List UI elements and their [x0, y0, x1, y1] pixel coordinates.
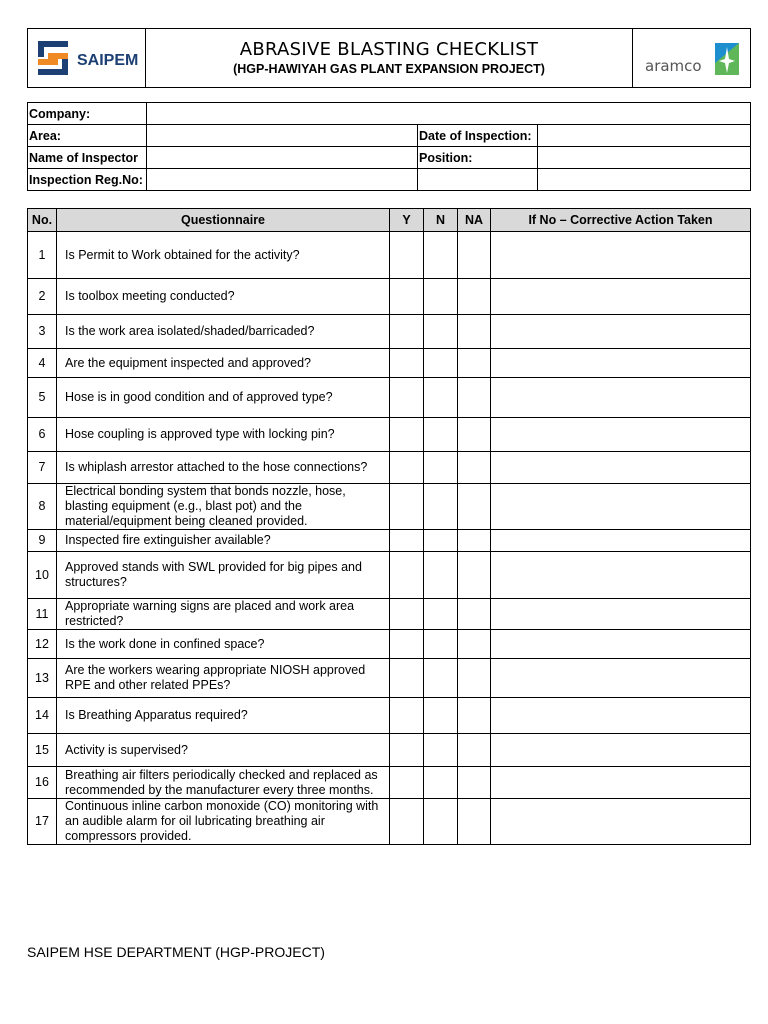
no-cell[interactable]: [424, 530, 458, 552]
item-number: 17: [28, 799, 57, 845]
no-cell[interactable]: [424, 232, 458, 279]
aramco-logo-cell: [633, 29, 751, 88]
question-text: Are the equipment inspected and approved?: [57, 349, 390, 378]
no-cell[interactable]: [424, 698, 458, 734]
inspector-name-label: Name of Inspector: [28, 147, 147, 169]
no-cell[interactable]: [424, 659, 458, 698]
col-header-na: NA: [458, 209, 491, 232]
yes-cell[interactable]: [390, 530, 424, 552]
question-text: Hose coupling is approved type with locking pin?: [57, 418, 390, 452]
col-header-corrective-action: If No – Corrective Action Taken: [491, 209, 751, 232]
no-cell[interactable]: [424, 799, 458, 845]
corrective-action-cell[interactable]: [491, 530, 751, 552]
inspection-reg-label: Inspection Reg.No:: [28, 169, 147, 191]
corrective-action-cell[interactable]: [491, 799, 751, 845]
yes-cell[interactable]: [390, 799, 424, 845]
item-number: 11: [28, 599, 57, 630]
na-cell[interactable]: [458, 698, 491, 734]
item-number: 14: [28, 698, 57, 734]
no-cell[interactable]: [424, 418, 458, 452]
inspection-info-table: [27, 102, 751, 191]
col-header-no: No.: [28, 209, 57, 232]
question-text: Are the workers wearing appropriate NIOSH approved RPE and other related PPEs?: [57, 659, 390, 698]
na-cell[interactable]: [458, 530, 491, 552]
yes-cell[interactable]: [390, 734, 424, 767]
yes-cell[interactable]: [390, 698, 424, 734]
na-cell[interactable]: [458, 279, 491, 315]
col-header-yes: Y: [390, 209, 424, 232]
item-number: 2: [28, 279, 57, 315]
area-label: Area:: [28, 125, 147, 147]
corrective-action-cell[interactable]: [491, 232, 751, 279]
na-cell[interactable]: [458, 315, 491, 349]
yes-cell[interactable]: [390, 315, 424, 349]
yes-cell[interactable]: [390, 279, 424, 315]
checklist-row: [28, 767, 751, 799]
yes-cell[interactable]: [390, 349, 424, 378]
corrective-action-cell[interactable]: [491, 659, 751, 698]
item-number: 15: [28, 734, 57, 767]
na-cell[interactable]: [458, 799, 491, 845]
checklist-row: [28, 484, 751, 530]
yes-cell[interactable]: [390, 552, 424, 599]
company-field[interactable]: [147, 103, 751, 125]
na-cell[interactable]: [458, 734, 491, 767]
checklist-row: [28, 530, 751, 552]
aramco-logo: [645, 41, 745, 81]
checklist-header-row: [28, 209, 751, 232]
checklist-row: [28, 378, 751, 418]
question-text: Is the work done in confined space?: [57, 630, 390, 659]
document-subtitle: (HGP-HAWIYAH GAS PLANT EXPANSION PROJECT): [233, 62, 545, 76]
info-row-area: [28, 125, 751, 147]
item-number: 1: [28, 232, 57, 279]
no-cell[interactable]: [424, 599, 458, 630]
company-label: Company:: [28, 103, 147, 125]
corrective-action-cell[interactable]: [491, 552, 751, 599]
item-number: 8: [28, 484, 57, 530]
question-text: Is the work area isolated/shaded/barricaded?: [57, 315, 390, 349]
item-number: 6: [28, 418, 57, 452]
question-text: Is toolbox meeting conducted?: [57, 279, 390, 315]
yes-cell[interactable]: [390, 452, 424, 484]
item-number: 13: [28, 659, 57, 698]
checklist-row: [28, 734, 751, 767]
yes-cell[interactable]: [390, 767, 424, 799]
corrective-action-cell[interactable]: [491, 734, 751, 767]
question-text: Hose is in good condition and of approved type?: [57, 378, 390, 418]
position-label: Position:: [418, 147, 538, 169]
question-text: Is whiplash arrestor attached to the hose connections?: [57, 452, 390, 484]
corrective-action-cell[interactable]: [491, 349, 751, 378]
no-cell[interactable]: [424, 279, 458, 315]
footer-department: SAIPEM HSE DEPARTMENT (HGP-PROJECT): [27, 944, 325, 960]
aramco-logo-text: aramco: [645, 57, 702, 75]
col-header-questionnaire: Questionnaire: [57, 209, 390, 232]
no-cell[interactable]: [424, 452, 458, 484]
na-cell[interactable]: [458, 452, 491, 484]
na-cell[interactable]: [458, 767, 491, 799]
checklist-body: [28, 232, 751, 845]
no-cell[interactable]: [424, 734, 458, 767]
yes-cell[interactable]: [390, 599, 424, 630]
question-text: Approved stands with SWL provided for big pipes and structures?: [57, 552, 390, 599]
question-text: Breathing air filters periodically checked and replaced as recommended by the manufacturer every three months.: [57, 767, 390, 799]
corrective-action-cell[interactable]: [491, 378, 751, 418]
corrective-action-cell[interactable]: [491, 484, 751, 530]
title-cell: [146, 29, 633, 88]
corrective-action-cell[interactable]: [491, 767, 751, 799]
position-field[interactable]: [538, 147, 751, 169]
info-blank-cell: [418, 169, 538, 191]
checklist-row: [28, 452, 751, 484]
corrective-action-cell[interactable]: [491, 599, 751, 630]
question-text: Continuous inline carbon monoxide (CO) monitoring with an audible alarm for oil lubricating breathing air compressors provided.: [57, 799, 390, 845]
saipem-logo: [38, 39, 150, 79]
no-cell[interactable]: [424, 630, 458, 659]
na-cell[interactable]: [458, 484, 491, 530]
col-header-no-answer: N: [424, 209, 458, 232]
item-number: 5: [28, 378, 57, 418]
no-cell[interactable]: [424, 378, 458, 418]
info-blank-cell: [538, 169, 751, 191]
checklist-row: [28, 599, 751, 630]
item-number: 7: [28, 452, 57, 484]
inspector-name-field[interactable]: [147, 147, 418, 169]
checklist-row: [28, 630, 751, 659]
info-row-inspector: [28, 147, 751, 169]
corrective-action-cell[interactable]: [491, 698, 751, 734]
inspection-reg-field[interactable]: [147, 169, 418, 191]
no-cell[interactable]: [424, 552, 458, 599]
na-cell[interactable]: [458, 232, 491, 279]
corrective-action-cell[interactable]: [491, 630, 751, 659]
corrective-action-cell[interactable]: [491, 418, 751, 452]
info-row-reg: [28, 169, 751, 191]
question-text: Inspected fire extinguisher available?: [57, 530, 390, 552]
question-text: Is Breathing Apparatus required?: [57, 698, 390, 734]
item-number: 12: [28, 630, 57, 659]
document-header: [27, 28, 751, 88]
question-text: Activity is supervised?: [57, 734, 390, 767]
na-cell[interactable]: [458, 630, 491, 659]
item-number: 9: [28, 530, 57, 552]
corrective-action-cell[interactable]: [491, 279, 751, 315]
checklist-row: [28, 799, 751, 845]
question-text: Electrical bonding system that bonds nozzle, hose, blasting equipment (e.g., blast pot) and the material/equipment being cleaned provided.: [57, 484, 390, 530]
corrective-action-cell[interactable]: [491, 452, 751, 484]
yes-cell[interactable]: [390, 378, 424, 418]
na-cell[interactable]: [458, 349, 491, 378]
checklist-table: [27, 208, 751, 845]
date-of-inspection-label: Date of Inspection:: [418, 125, 538, 147]
no-cell[interactable]: [424, 767, 458, 799]
date-of-inspection-field[interactable]: [538, 125, 751, 147]
checklist-row: [28, 418, 751, 452]
na-cell[interactable]: [458, 552, 491, 599]
yes-cell[interactable]: [390, 659, 424, 698]
area-field[interactable]: [147, 125, 418, 147]
no-cell[interactable]: [424, 349, 458, 378]
checklist-row: [28, 349, 751, 378]
yes-cell[interactable]: [390, 232, 424, 279]
saipem-logo-cell: [28, 29, 146, 88]
checklist-row: [28, 698, 751, 734]
na-cell[interactable]: [458, 599, 491, 630]
no-cell[interactable]: [424, 484, 458, 530]
corrective-action-cell[interactable]: [491, 315, 751, 349]
item-number: 16: [28, 767, 57, 799]
na-cell[interactable]: [458, 418, 491, 452]
item-number: 10: [28, 552, 57, 599]
na-cell[interactable]: [458, 659, 491, 698]
checklist-row: [28, 232, 751, 279]
item-number: 3: [28, 315, 57, 349]
checklist-row: [28, 315, 751, 349]
question-text: Is Permit to Work obtained for the activity?: [57, 232, 390, 279]
question-text: Appropriate warning signs are placed and work area restricted?: [57, 599, 390, 630]
info-row-company: [28, 103, 751, 125]
checklist-row: [28, 659, 751, 698]
no-cell[interactable]: [424, 315, 458, 349]
document-title: ABRASIVE BLASTING CHECKLIST: [239, 39, 539, 60]
yes-cell[interactable]: [390, 630, 424, 659]
yes-cell[interactable]: [390, 484, 424, 530]
checklist-row: [28, 552, 751, 599]
saipem-logo-text: SAIPEM: [77, 52, 139, 69]
na-cell[interactable]: [458, 378, 491, 418]
checklist-row: [28, 279, 751, 315]
item-number: 4: [28, 349, 57, 378]
yes-cell[interactable]: [390, 418, 424, 452]
